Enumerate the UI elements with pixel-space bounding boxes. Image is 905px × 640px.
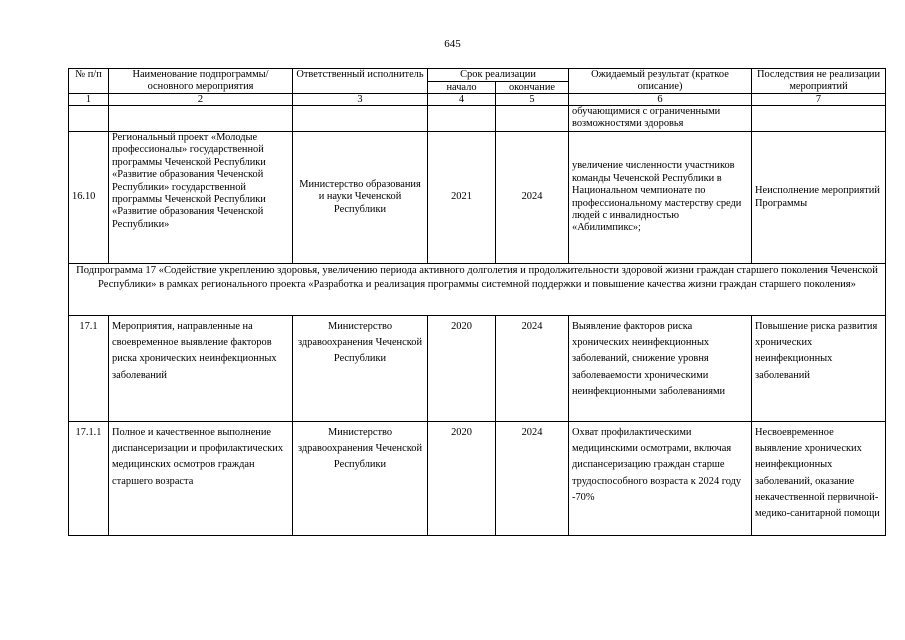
start-year: 2020 (428, 422, 496, 536)
header-name: Наименование подпрограммы/ основного мероприятия (109, 69, 293, 94)
consequence-cell: Несвоевременное выявление хронических неинфекционных заболеваний, оказание некачественной первичной-медико-санитарной помощи (752, 422, 886, 536)
subprogram-row (69, 264, 886, 316)
start-year: 2020 (428, 316, 496, 422)
page-number: 645 (444, 38, 461, 50)
header-consequence: Последствия не реализации мероприятий (752, 69, 886, 94)
header-number: № п/п (69, 69, 109, 94)
header-row (69, 69, 886, 82)
end-year: 2024 (496, 316, 569, 422)
result-cell: увеличение численности участников команды Чеченской Республики в Национальном чемпионате по профессиональному мастерству среди людей с инвалидностью «Абилимпикс»; (569, 132, 752, 264)
subprogram-title: Подпрограмма 17 «Содействие укреплению здоровья, увеличению периода активного долголетия и продолжительности здоровой жизни граждан старшего поколения Чеченской Республики» в рамках регионального проекта «Разработка и реализация программы системной поддержки и повышение качества жизни граждан старшего поколения» (69, 264, 886, 316)
program-activities-table (68, 68, 886, 536)
column-number: 2 (109, 94, 293, 106)
column-number: 6 (569, 94, 752, 106)
table-row-continuation (69, 106, 886, 132)
start-year: 2021 (428, 132, 496, 264)
activity-name: Полное и качественное выполнение диспансеризации и профилактических медицинских осмотров граждан старшего возраста (109, 422, 293, 536)
result-cell: Выявление факторов риска хронических неинфекционных заболеваний, снижение уровня заболеваемости хроническими неинфекционными заболеваниями (569, 316, 752, 422)
table-row-17-1 (69, 316, 886, 422)
executor-cell: Министерство здравоохранения Чеченской Республики (293, 422, 428, 536)
column-number: 3 (293, 94, 428, 106)
table-row-17-1-1 (69, 422, 886, 536)
header-start: начало (428, 81, 496, 94)
end-year: 2024 (496, 132, 569, 264)
column-number-row (69, 94, 886, 106)
result-cell: обучающимися с ограниченными возможностями здоровья (569, 106, 752, 132)
header-result: Ожидаемый результат (краткое описание) (569, 69, 752, 94)
activity-name: Мероприятия, направленные на своевременное выявление факторов риска хронических неинфекционных заболеваний (109, 316, 293, 422)
header-end: окончание (496, 81, 569, 94)
consequence-cell: Неисполнение мероприятий Программы (752, 132, 886, 264)
consequence-cell: Повышение риска развития хронических неинфекционных заболеваний (752, 316, 886, 422)
executor-cell: Министерство здравоохранения Чеченской Республики (293, 316, 428, 422)
executor-cell: Министерство образования и науки Чеченской Республики (293, 132, 428, 264)
column-number: 7 (752, 94, 886, 106)
column-number: 5 (496, 94, 569, 106)
column-number: 4 (428, 94, 496, 106)
result-cell: Охват профилактическими медицинскими осмотрами, включая диспансеризацию граждан старше трудоспособного возраста к 2024 году -70% (569, 422, 752, 536)
column-number: 1 (69, 94, 109, 106)
header-period: Срок реализации (428, 69, 569, 82)
row-number: 16.10 (69, 132, 109, 264)
row-number: 17.1 (69, 316, 109, 422)
table-row-16-10 (69, 132, 886, 264)
header-executor: Ответственный исполнитель (293, 69, 428, 94)
row-number: 17.1.1 (69, 422, 109, 536)
end-year: 2024 (496, 422, 569, 536)
activity-name: Региональный проект «Молодые профессионалы» государственной программы Чеченской Республики «Развитие образования Чеченской Республики» государственной программы Чеченской Республики «Развитие образования Чеченской Республики» (109, 132, 293, 264)
